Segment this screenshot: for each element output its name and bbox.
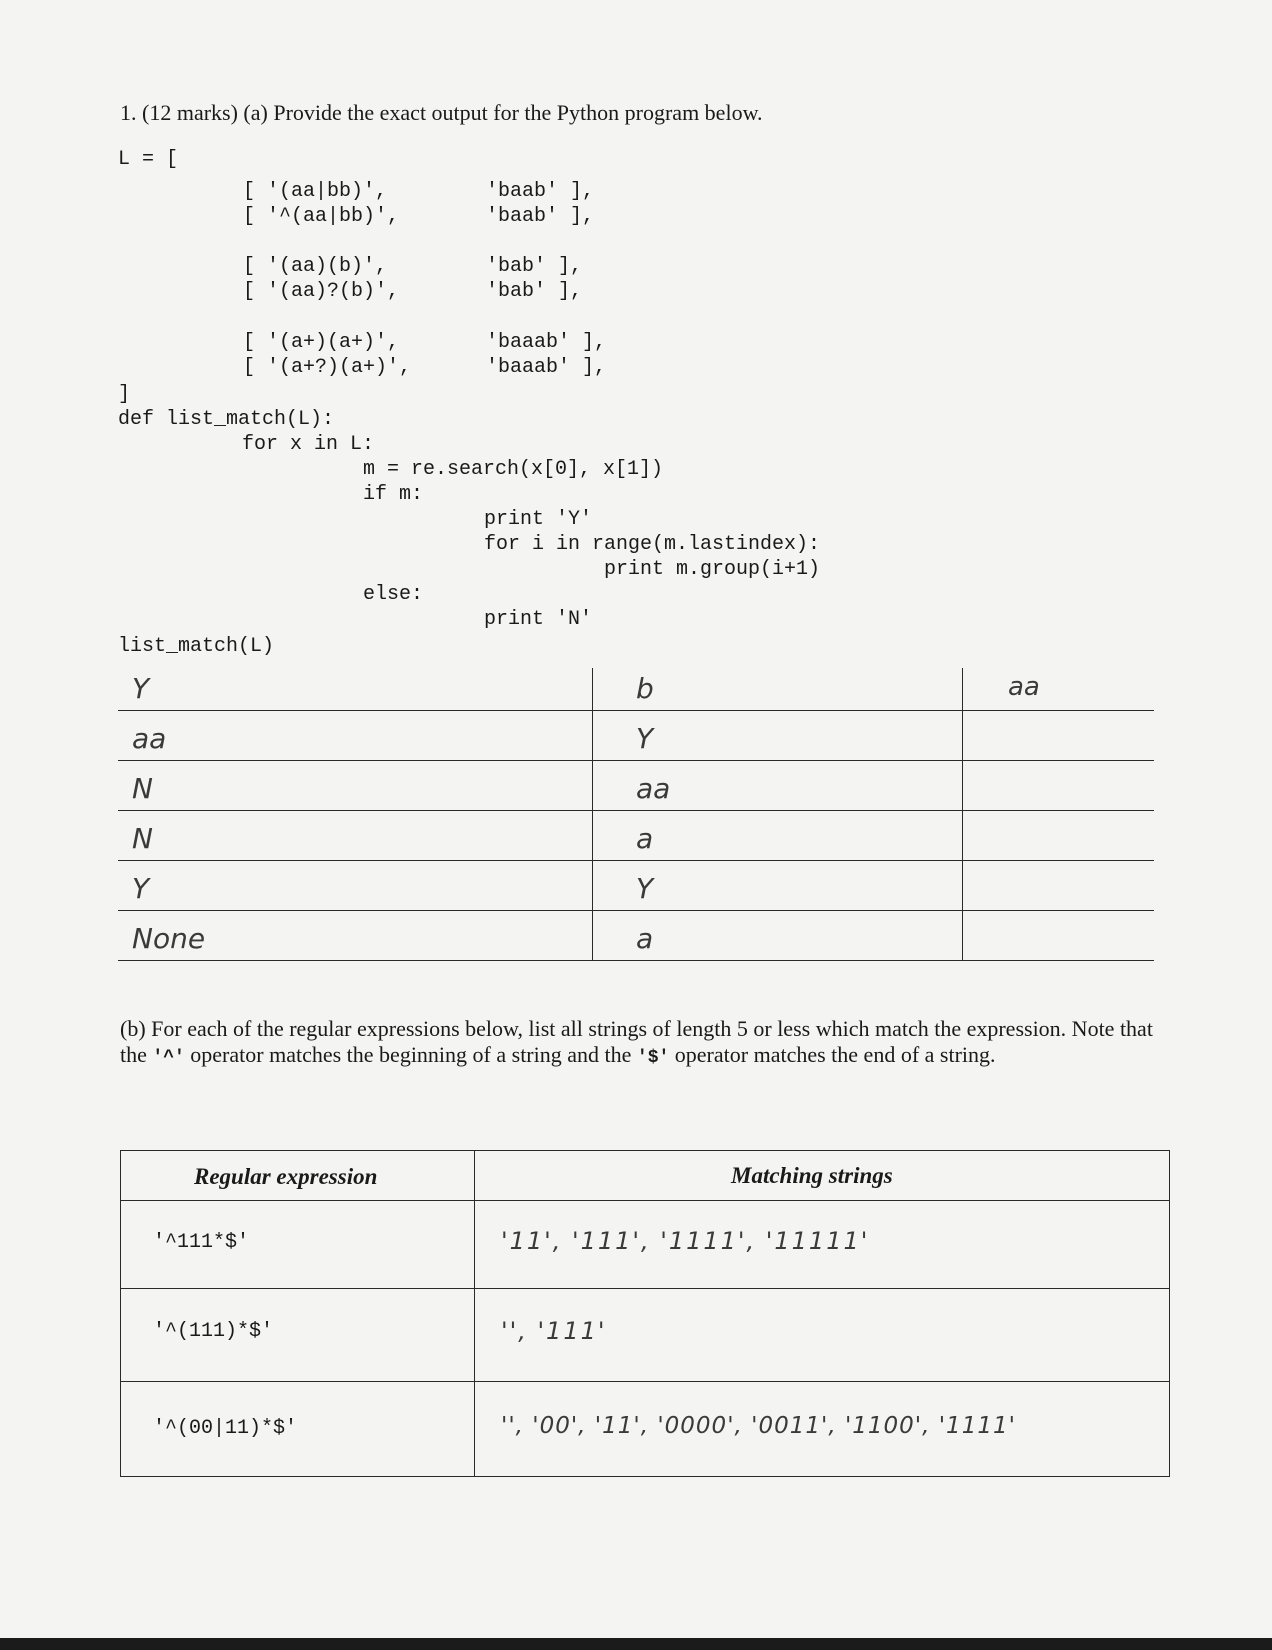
code-line: for x in L:	[242, 433, 375, 456]
grid-line	[118, 710, 1154, 711]
part-b-text: operator matches the end of a string.	[669, 1042, 996, 1067]
output-cell: a	[636, 822, 654, 855]
grid-line	[118, 960, 1154, 961]
grid-divider	[592, 668, 593, 960]
scan-edge	[0, 1638, 1272, 1650]
output-cell: b	[636, 672, 654, 705]
table-header-regex: Regular expression	[194, 1164, 378, 1189]
output-cell: aa	[132, 722, 167, 755]
code-arg: 'bab' ],	[486, 255, 583, 278]
output-cell: Y	[132, 672, 150, 705]
code-line: [ '^(aa|bb)',	[243, 205, 400, 228]
output-cell: N	[132, 772, 153, 805]
code-arg: 'baaab' ],	[486, 356, 607, 379]
code-arg: 'baaab' ],	[486, 331, 607, 354]
output-cell: a	[636, 922, 654, 955]
output-cell: aa	[1008, 672, 1040, 702]
matches-cell: '11', '111', '1111', '11111'	[501, 1227, 870, 1255]
output-cell: N	[132, 822, 153, 855]
question-heading: 1. (12 marks) (a) Provide the exact output for the Python program below.	[120, 100, 763, 125]
code-line: [ '(a+)(a+)',	[243, 331, 400, 354]
part-b-text: (b) For each of the regular expressions below, list all strings of length 5 or less which match the expression. Note that the	[120, 1016, 1153, 1067]
output-cell: Y	[636, 722, 654, 755]
code-line: ]	[118, 383, 131, 406]
regex-cell: '^(111)*$'	[153, 1320, 274, 1343]
grid-divider	[962, 668, 963, 960]
part-b-text: operator matches the beginning of a string and the	[184, 1042, 637, 1067]
code-arg: 'bab' ],	[486, 280, 583, 303]
grid-line	[118, 810, 1154, 811]
code-line: else:	[363, 583, 424, 606]
code-line: print m.group(i+1)	[604, 558, 821, 581]
table-line	[121, 1381, 1169, 1382]
code-line: [ '(aa)?(b)',	[243, 280, 400, 303]
grid-line	[118, 860, 1154, 861]
code-line: for i in range(m.lastindex):	[484, 533, 821, 556]
caret-operator: '^'	[152, 1048, 185, 1068]
output-cell: aa	[636, 772, 671, 805]
code-line: print 'N'	[484, 608, 593, 631]
code-line: list_match(L)	[118, 635, 275, 658]
code-line: [ '(aa|bb)',	[243, 180, 388, 203]
output-cell: Y	[636, 872, 654, 905]
matches-cell: '', '111'	[501, 1317, 607, 1345]
matches-cell: '', '00', '11', '0000', '0011', '1100', '1111'	[501, 1413, 1016, 1439]
regex-cell: '^111*$'	[153, 1231, 250, 1254]
output-cell: None	[132, 922, 206, 955]
code-line: L = [	[118, 148, 179, 171]
table-line	[121, 1200, 1169, 1201]
code-arg: 'baab' ],	[486, 205, 595, 228]
output-cell: Y	[132, 872, 150, 905]
regex-cell: '^(00|11)*$'	[153, 1417, 298, 1440]
regex-table	[120, 1150, 1170, 1477]
table-header-matches: Matching strings	[731, 1163, 893, 1188]
part-b-prompt	[120, 1016, 1180, 1071]
grid-line	[118, 760, 1154, 761]
table-line	[121, 1288, 1169, 1289]
code-line: print 'Y'	[484, 508, 593, 531]
code-line: [ '(aa)(b)',	[243, 255, 388, 278]
code-arg: 'baab' ],	[486, 180, 595, 203]
grid-line	[118, 910, 1154, 911]
dollar-operator: '$'	[636, 1048, 670, 1068]
code-line: def list_match(L):	[118, 408, 335, 431]
code-line: m = re.search(x[0], x[1])	[363, 458, 664, 481]
code-line: [ '(a+?)(a+)',	[243, 356, 412, 379]
output-grid	[118, 670, 1154, 964]
code-line: if m:	[363, 483, 424, 506]
